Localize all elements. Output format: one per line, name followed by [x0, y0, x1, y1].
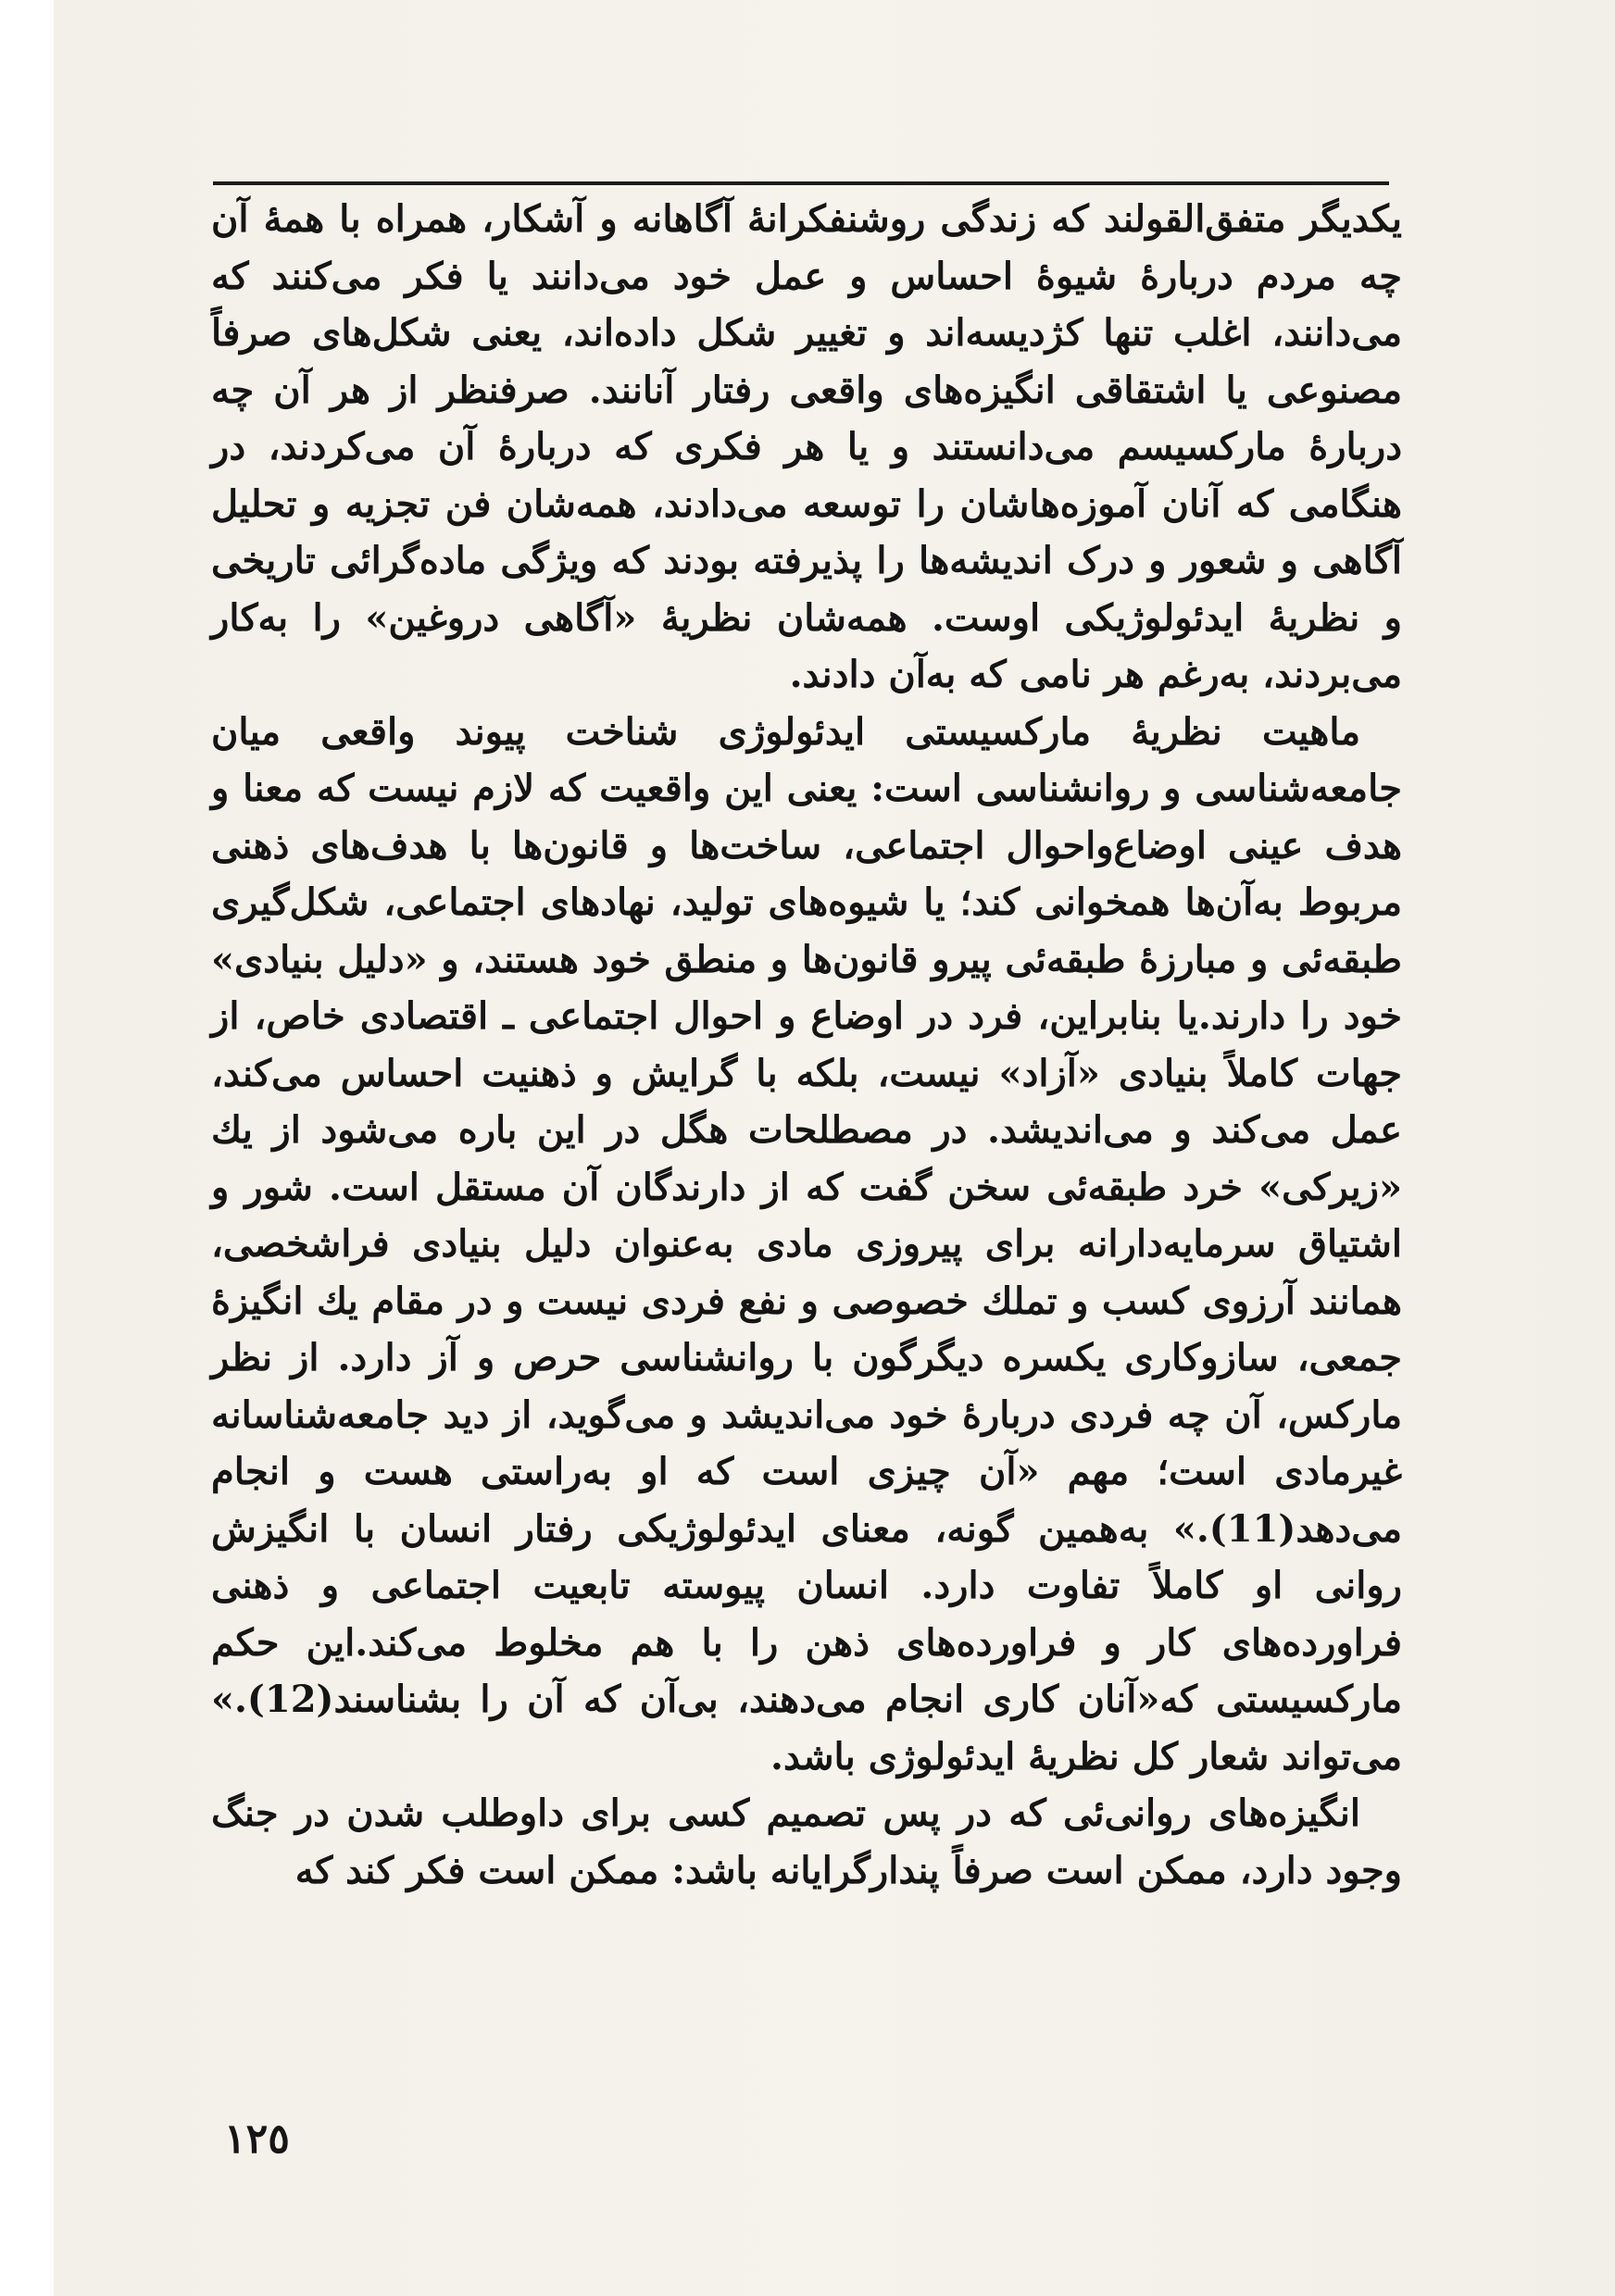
paragraph-2: ماهیت نظریهٔ مارکسیستی ایدئولوژی شناخت پیوند واقعی میان جامعه‌شناسی و روانشناسی است: یعنی این واقعیت که لازم نیست که معنا و هدف عینی اوضاع‌واحوال اجتماعی، ساخت‌ها و قانون‌ها با هدف‌های ذهنی مربوط به‌آن‌ها همخوانی کند؛ یا شیوه‌های تولید، نهادهای اجتماعی، شکل‌گیری طبقه‌ئی و مبارزهٔ طبقه‌ئی پیرو قانون‌ها و منطق خود هستند، و «دلیل بنیادی» خود را دارند.یا بنابراین، فرد در اوضاع و احوال اجتماعی ـ اقتصادی خاص، از جهات کاملاً بنیادی «آزاد» نیست، بلکه با گرایش و ذهنیت احساس می‌کند، عمل می‌کند و می‌اندیشد. در مصطلحات هگل در این باره می‌شود از یك «زیرکی» خرد طبقه‌ئی سخن گفت که از دارندگان آن مستقل است. شور و اشتیاق سرمایه‌دارانه برای پیروزی مادی به‌عنوان دلیل بنیادی فراشخصی، همانند آرزوی کسب و تملك خصوصی و نفع فردی نیست و در مقام یك انگیزهٔ جمعی، سازوکاری یکسره دیگرگون با روانشناسی حرص و آز دارد. از نظر مارکس، آن چه فردی دربارهٔ خود می‌اندیشد و می‌گوید، از دید جامعه‌شناسانه غیرمادی است؛ مهم «آن چیزی است که او به‌راستی هست و انجام می‌دهد(11).» به‌همین گونه، معنای ایدئولوژیکی رفتار انسان با انگیزش روانی او کاملاً تفاوت دارد. انسان پیوسته تابعیت اجتماعی و ذهنی فراورده‌های کار و فراورده‌های ذهن را با هم مخلوط می‌کند.این حکم مارکسیستی که«آنان کاری انجام می‌دهند، بی‌آن که آن را بشناسند(12).» می‌تواند شعار کل نظریهٔ ایدئولوژی باشد. — [211, 709, 1402, 1778]
header-rule — [213, 181, 1389, 185]
scan-margin — [0, 0, 54, 2296]
paragraph-3: انگیزه‌های روانی‌ئی که در پس تصمیم کسی برای داوطلب شدن در جنگ وجود دارد، ممکن است صرفاً پندارگرایانه باشد: ممکن است فکر کند که — [211, 1791, 1402, 1892]
page-number: ١٢٥ — [224, 2115, 290, 2163]
paragraph-1: یکدیگر متفق‌القولند که زندگی روشنفکرانهٔ آگاهانه و آشکار، همراه با همهٔ آن چه مردم دربارهٔ شیوهٔ احساس و عمل خود می‌دانند یا فکر می‌کنند که می‌دانند، اغلب تنها کژدیسه‌اند و تغییر شکل داده‌اند، یعنی شکل‌های صرفاً مصنوعی یا اشتقاقی انگیزه‌های واقعی رفتار آنانند. صرفنظر از هر آن چه دربارهٔ مارکسیسم می‌دانستند و یا هر فکری که دربارهٔ آن می‌کردند، در هنگامی که آنان آموزه‌هاشان را توسعه می‌دادند، همه‌شان فن تجزیه و تحلیل آگاهی و شعور و درک اندیشه‌ها را پذیرفته بودند که ویژگی ماده‌گرائی تاریخی و نظریهٔ ایدئولوژیکی اوست. همه‌شان نظریهٔ «آگاهی دروغین» را به‌کار می‌بردند، به‌رغم هر نامی که به‌آن دادند. — [211, 197, 1402, 696]
body-text — [211, 191, 1402, 1899]
